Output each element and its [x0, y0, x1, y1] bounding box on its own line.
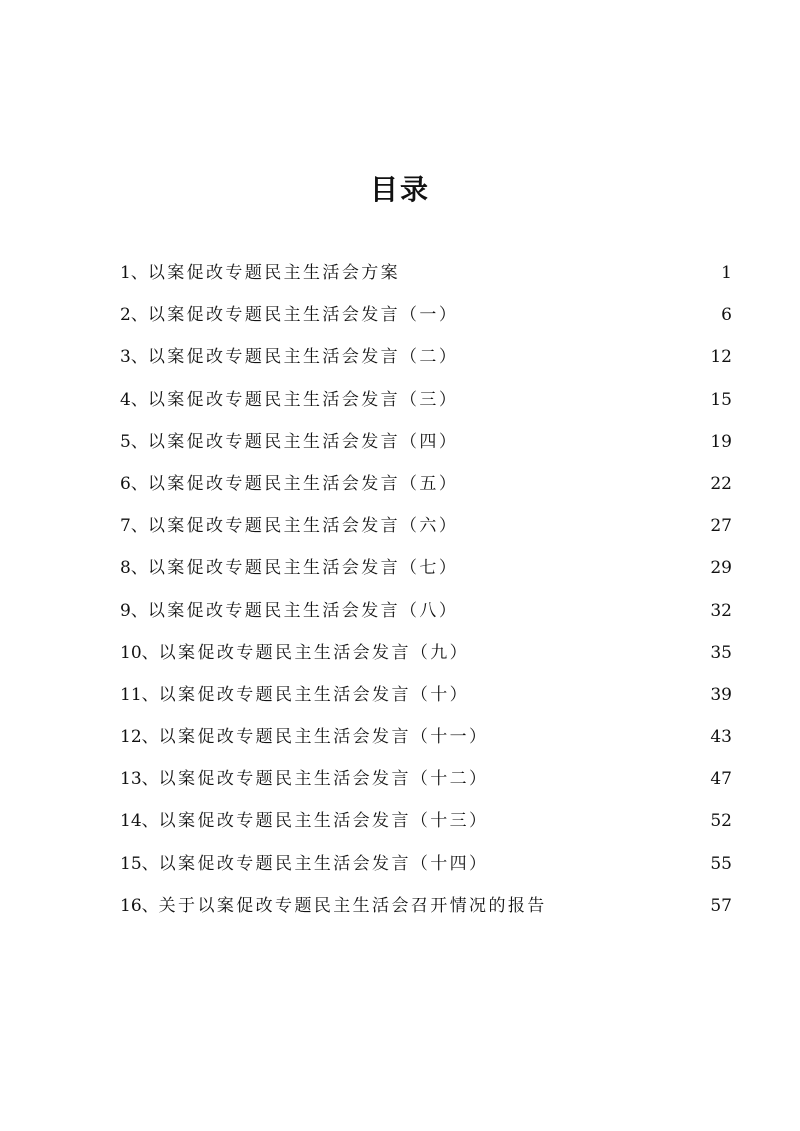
toc-entry-number: 11、 [120, 684, 159, 705]
toc-entry-page: 55 [710, 853, 732, 874]
toc-entry-page: 22 [710, 473, 732, 494]
toc-title: 目录 [369, 173, 430, 206]
toc-entry-title: 以案促改专题民主生活会发言（四） [147, 431, 459, 452]
toc-entry-page: 35 [710, 642, 732, 663]
toc-entry-number: 7、 [120, 516, 148, 537]
toc-entry-number: 12、 [120, 727, 159, 748]
toc-entry-title: 以案促改专题民主生活会发言（十三） [158, 811, 489, 832]
toc-entry-number: 10、 [120, 642, 159, 663]
toc-entry [120, 632, 732, 674]
toc-entry-page: 15 [710, 389, 732, 410]
toc-entry [120, 843, 732, 885]
toc-entry-page: 12 [710, 347, 732, 368]
toc-entry-title: 以案促改专题民主生活会发言（十一） [158, 727, 489, 748]
toc-entry [120, 505, 732, 547]
toc-entry-page: 32 [710, 600, 732, 621]
toc-entry [120, 294, 732, 336]
toc-entry-title: 以案促改专题民主生活会发言（六） [147, 516, 459, 537]
toc-entry [120, 252, 732, 294]
toc-entry-page: 39 [710, 684, 732, 705]
toc-entry-title: 以案促改专题民主生活会发言（五） [147, 473, 459, 494]
toc-entry-title: 以案促改专题民主生活会发言（十二） [158, 769, 489, 790]
toc-entry-title: 以案促改专题民主生活会发言（十四） [158, 853, 489, 874]
toc-entry [120, 885, 732, 927]
toc-entry-page: 19 [710, 431, 732, 452]
toc-entry [120, 463, 732, 505]
toc-entry-number: 13、 [120, 769, 159, 790]
toc-entry-number: 16、 [120, 895, 159, 916]
toc-entry-number: 15、 [120, 853, 159, 874]
toc-entry [120, 379, 732, 421]
toc-entry-number: 1、 [120, 263, 148, 283]
toc-entry-number: 3、 [120, 347, 148, 368]
toc-entry-number: 5、 [120, 431, 148, 452]
toc-entry-page: 27 [710, 516, 732, 537]
toc-entry [120, 758, 732, 800]
toc-entry [120, 336, 732, 378]
toc-entry-title: 以案促改专题民主生活会发言（九） [158, 642, 470, 663]
toc-entry-number: 14、 [120, 811, 159, 832]
toc-entry-number: 6、 [120, 473, 148, 494]
toc-entry [120, 716, 732, 758]
toc-entry [120, 547, 732, 589]
toc-entry [120, 674, 732, 716]
toc-entry-number: 2、 [120, 305, 148, 326]
toc-entry-title: 以案促改专题民主生活会发言（一） [147, 305, 459, 326]
toc-entry [120, 590, 732, 632]
toc-entry-title: 以案促改专题民主生活会方案 [147, 263, 401, 283]
toc-entry-title: 以案促改专题民主生活会发言（十） [158, 684, 470, 705]
toc-list [120, 252, 732, 927]
toc-entry-page: 43 [710, 727, 732, 748]
toc-entry-page: 6 [721, 305, 732, 326]
toc-entry-page: 52 [710, 811, 732, 832]
toc-entry-page: 47 [710, 769, 732, 790]
toc-entry-title: 以案促改专题民主生活会发言（二） [147, 347, 459, 368]
toc-entry [120, 800, 732, 842]
toc-entry-page: 29 [710, 558, 732, 579]
toc-entry-title: 关于以案促改专题民主生活会召开情况的报告 [158, 895, 547, 916]
toc-entry-title: 以案促改专题民主生活会发言（三） [147, 389, 459, 410]
toc-entry-number: 4、 [120, 389, 148, 410]
toc-entry-page: 1 [721, 263, 732, 283]
toc-entry-title: 以案促改专题民主生活会发言（七） [147, 558, 459, 579]
toc-entry-number: 9、 [120, 600, 148, 621]
toc-entry-number: 8、 [120, 558, 148, 579]
toc-entry-page: 57 [710, 895, 732, 916]
toc-entry [120, 421, 732, 463]
toc-entry-title: 以案促改专题民主生活会发言（八） [147, 600, 459, 621]
